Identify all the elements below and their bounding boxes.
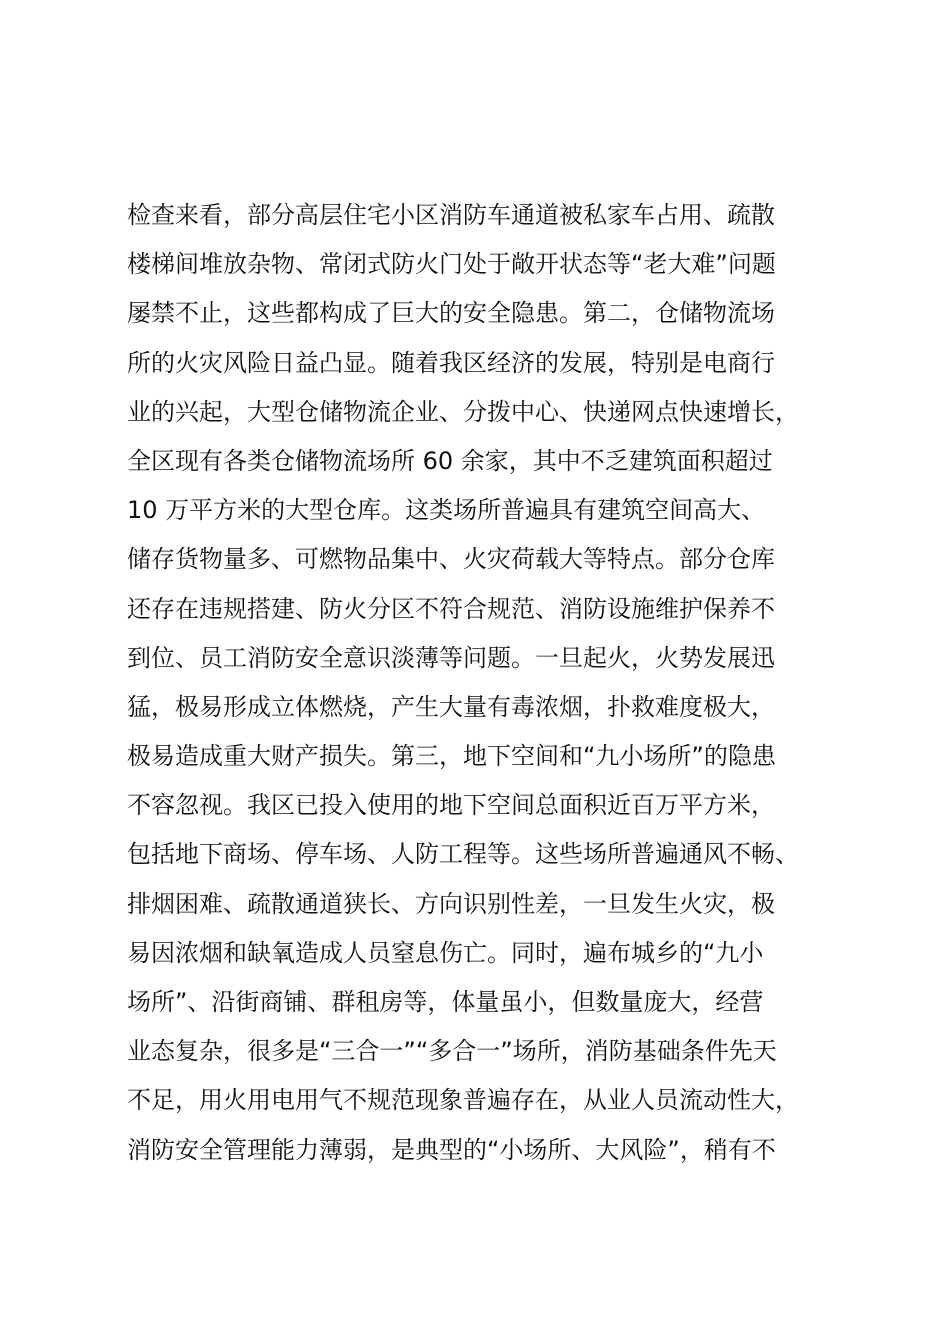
text-line: 不容忽视。我区已投入使用的地下空间总面积近百万平方米， bbox=[127, 791, 775, 820]
text-line: 不足，用火用电用气不规范现象普遍存在，从业人员流动性大， bbox=[127, 1086, 799, 1115]
text-line: 包括地下商场、停车场、人防工程等。这些场所普遍通风不畅、 bbox=[127, 840, 799, 869]
text-line: 10 万平方米的大型仓库。这类场所普遍具有建筑空间高大、 bbox=[127, 496, 766, 525]
text-line: 排烟困难、疏散通道狭长、方向识别性差，一旦发生火灾，极 bbox=[127, 889, 775, 918]
text-line: 易因浓烟和缺氧造成人员窒息伤亡。同时，遍布城乡的“九小 bbox=[127, 938, 764, 967]
text-line: 场所”、沿街商铺、群租房等，体量虽小，但数量庞大，经营 bbox=[127, 988, 764, 1016]
text-line: 极易造成重大财产损失。第三，地下空间和“九小场所”的隐患 bbox=[127, 742, 776, 771]
text-line: 到位、员工消防安全意识淡薄等问题。一旦起火，火势发展迅 bbox=[127, 643, 775, 672]
text-line: 楼梯间堆放杂物、常闭式防火门处于敞开状态等“老大难”问题 bbox=[127, 250, 776, 279]
text-line: 业态复杂，很多是“三合一”“多合一”场所，消防基础条件先天 bbox=[127, 1037, 777, 1066]
text-line: 储存货物量多、可燃物品集中、火灾荷载大等特点。部分仓库 bbox=[127, 545, 775, 574]
text-line: 消防安全管理能力薄弱，是典型的“小场所、大风险”，稍有不 bbox=[127, 1135, 776, 1164]
body-text bbox=[127, 191, 867, 1175]
text-line: 所的火灾风险日益凸显。随着我区经济的发展，特别是电商行 bbox=[127, 348, 775, 377]
text-line: 还存在违规搭建、防火分区不符合规范、消防设施维护保养不 bbox=[127, 594, 775, 623]
text-line: 业的兴起，大型仓储物流企业、分拨中心、快递网点快速增长， bbox=[127, 397, 799, 426]
text-line: 猛，极易形成立体燃烧，产生大量有毒浓烟，扑救难度极大， bbox=[127, 692, 775, 721]
text-line: 检查来看，部分高层住宅小区消防车通道被私家车占用、疏散 bbox=[127, 201, 775, 229]
text-line: 全区现有各类仓储物流场所 60 余家，其中不乏建筑面积超过 bbox=[127, 446, 773, 475]
text-line: 屡禁不止，这些都构成了巨大的安全隐患。第二，仓储物流场 bbox=[127, 299, 775, 328]
